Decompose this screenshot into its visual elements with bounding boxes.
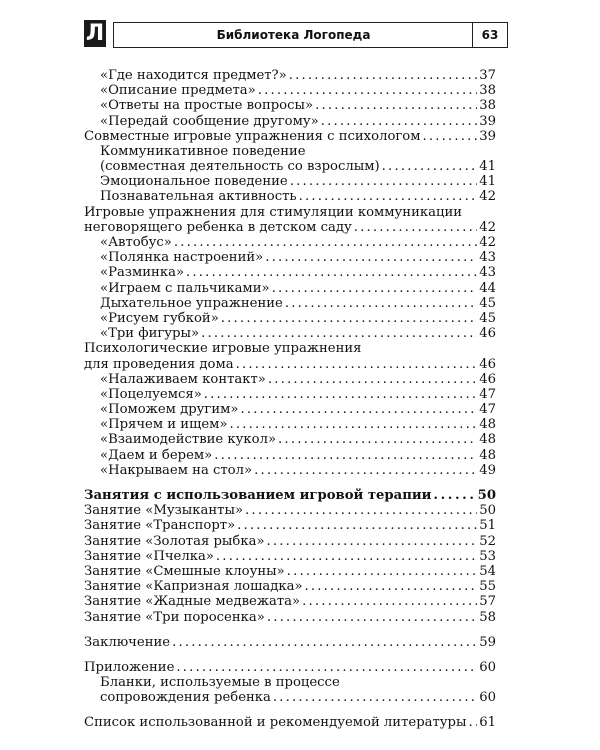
toc-entry[interactable]: Занятие «Пчелка» . . . 53: [84, 549, 496, 564]
toc-entry[interactable]: «Описание предмета» . . . 38: [84, 83, 496, 98]
toc-chapter[interactable]: Приложение . . . 60: [84, 660, 496, 675]
toc-entry-line: Бланки, используемые в процессе: [100, 675, 340, 691]
toc-entry[interactable]: Занятие «Смешные клоуны» . . . 54: [84, 564, 496, 579]
toc-entry[interactable]: «Даем и берем» . . . 48: [84, 448, 496, 463]
toc-entry[interactable]: «Три фигуры» . . . 46: [84, 326, 496, 341]
toc-entry[interactable]: сопровождения ребенка . . . 60: [84, 690, 496, 705]
section-gap: [84, 478, 496, 488]
toc-entry[interactable]: Занятие «Золотая рыбка» . . . 52: [84, 534, 496, 549]
toc-section[interactable]: Совместные игровые упражнения с психологом . . . 39: [84, 129, 496, 144]
toc-entry[interactable]: «Взаимодействие кукол» . . . 48: [84, 433, 496, 448]
toc-entry[interactable]: Эмоциональное поведение . . . 41: [84, 174, 496, 189]
toc-entry[interactable]: Познавательная активность . . . 42: [84, 190, 496, 205]
section-gap: [84, 706, 496, 716]
toc-entry[interactable]: «Поможем другим» . . . 47: [84, 402, 496, 417]
toc-entry[interactable]: «Передай сообщение другому» . . . 39: [84, 114, 496, 129]
toc-chapter[interactable]: Занятия с использованием игровой терапии . . . 50: [84, 488, 496, 503]
toc-chapter[interactable]: Заключение . . . 59: [84, 635, 496, 650]
toc-entry[interactable]: Дыхательное упражнение . . . 45: [84, 296, 496, 311]
series-logo: Л: [85, 21, 105, 46]
section-gap: [84, 650, 496, 660]
toc-entry[interactable]: «Полянка настроений» . . . 43: [84, 250, 496, 265]
toc-entry[interactable]: (совместная деятельность со взрослым) . . . 41: [84, 159, 496, 174]
toc-entry[interactable]: «Накрываем на стол» . . . 49: [84, 463, 496, 478]
toc-entry[interactable]: «Прячем и ищем» . . . 48: [84, 417, 496, 432]
toc-entry[interactable]: Занятие «Жадные медвежата» . . . 57: [84, 594, 496, 609]
toc-entry[interactable]: «Налаживаем контакт» . . . 46: [84, 372, 496, 387]
toc-entry[interactable]: Занятие «Три поросенка» . . . 58: [84, 610, 496, 625]
toc-section-line: Игровые упражнения для стимуляции коммуникации: [84, 204, 463, 220]
toc-section[interactable]: неговорящего ребенка в детском саду . . . 42: [84, 220, 496, 235]
table-of-contents: [84, 68, 496, 731]
toc-section-line: Психологические игровые упражнения: [84, 341, 362, 357]
toc-entry[interactable]: «Поцелуемся» . . . 47: [84, 387, 496, 402]
toc-entry[interactable]: «Играем с пальчиками» . . . 44: [84, 281, 496, 296]
toc-entry[interactable]: «Разминка» . . . 43: [84, 265, 496, 280]
page-number: 63: [472, 22, 508, 48]
running-title: Библиотека Логопеда: [113, 22, 473, 48]
toc-entry-line: Коммуникативное поведение: [100, 143, 306, 159]
page-header: [84, 20, 508, 50]
toc-section[interactable]: для проведения дома . . . 46: [84, 357, 496, 372]
toc-entry[interactable]: Занятие «Музыканты» . . . 50: [84, 503, 496, 518]
section-gap: [84, 625, 496, 635]
toc-entry[interactable]: «Ответы на простые вопросы» . . . 38: [84, 98, 496, 113]
toc-entry[interactable]: «Где находится предмет?» . . . 37: [84, 68, 496, 83]
toc-chapter[interactable]: Список использованной и рекомендуемой литературы . . . 61: [84, 716, 496, 731]
toc-entry[interactable]: Занятие «Капризная лошадка» . . . 55: [84, 579, 496, 594]
toc-entry[interactable]: «Автобус» . . . 42: [84, 235, 496, 250]
toc-entry[interactable]: Занятие «Транспорт» . . . 51: [84, 518, 496, 533]
toc-entry[interactable]: «Рисуем губкой» . . . 45: [84, 311, 496, 326]
